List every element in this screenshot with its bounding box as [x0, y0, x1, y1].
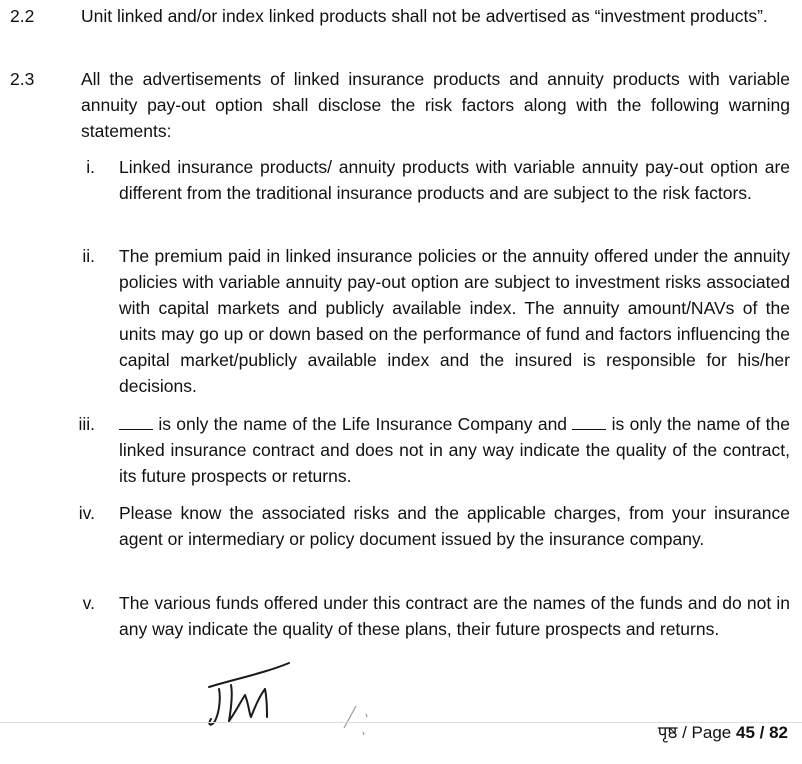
footer-hindi-label: पृष्ठ	[657, 723, 678, 742]
section-number: 2.3	[10, 69, 35, 89]
section-text: All the advertisements of linked insurance products and annuity products with variable annuity pay-out option shall disclose the risk factors along with the following warning statements:	[81, 69, 790, 141]
page-footer	[658, 722, 788, 744]
page-divider: /	[754, 723, 770, 742]
item-text: Linked insurance products/ annuity products with variable annuity pay-out option are different from the traditional insurance products and are subject to the risk factors.	[119, 157, 790, 203]
blank-line	[119, 414, 153, 430]
current-page-number: 45	[735, 723, 755, 742]
stray-pen-mark	[336, 698, 376, 738]
item-text-part1: is only the name of the Life Insurance Company and	[158, 414, 568, 434]
total-page-count: 82	[769, 723, 788, 742]
blank-line	[572, 414, 606, 430]
item-text: Please know the associated risks and the applicable charges, from your insurance agent or intermediary or policy document issued by the insurance company.	[119, 503, 790, 549]
item-numeral: v.	[82, 593, 95, 613]
item-numeral: iii.	[78, 414, 95, 434]
item-numeral: ii.	[82, 246, 95, 266]
item-numeral: iv.	[78, 503, 95, 523]
item-text: The various funds offered under this contract are the names of the funds and do not in any way indicate the quality of these plans, their future prospects and returns.	[119, 593, 790, 639]
section-number: 2.2	[10, 6, 35, 26]
handwritten-signature	[205, 655, 305, 735]
section-text: Unit linked and/or index linked products shall not be advertised as “investment products”.	[81, 6, 768, 26]
item-text	[119, 411, 790, 489]
item-text-part2: is only the name of the linked insurance contract and does not in any way indicate the quality of the contract, its future prospects or returns.	[119, 414, 790, 486]
item-text: The premium paid in linked insurance policies or the annuity offered under the annuity policies with variable annuity pay-out option are subject to investment risks associated with capital markets and publicly available index. The annuity amount/NAVs of the units may go up or down based on the performance of fund and factors influencing the capital market/publicly available index and the insured is responsible for his/her decisions.	[119, 246, 790, 396]
footer-separator: / Page	[677, 723, 736, 742]
item-numeral: i.	[86, 157, 95, 177]
